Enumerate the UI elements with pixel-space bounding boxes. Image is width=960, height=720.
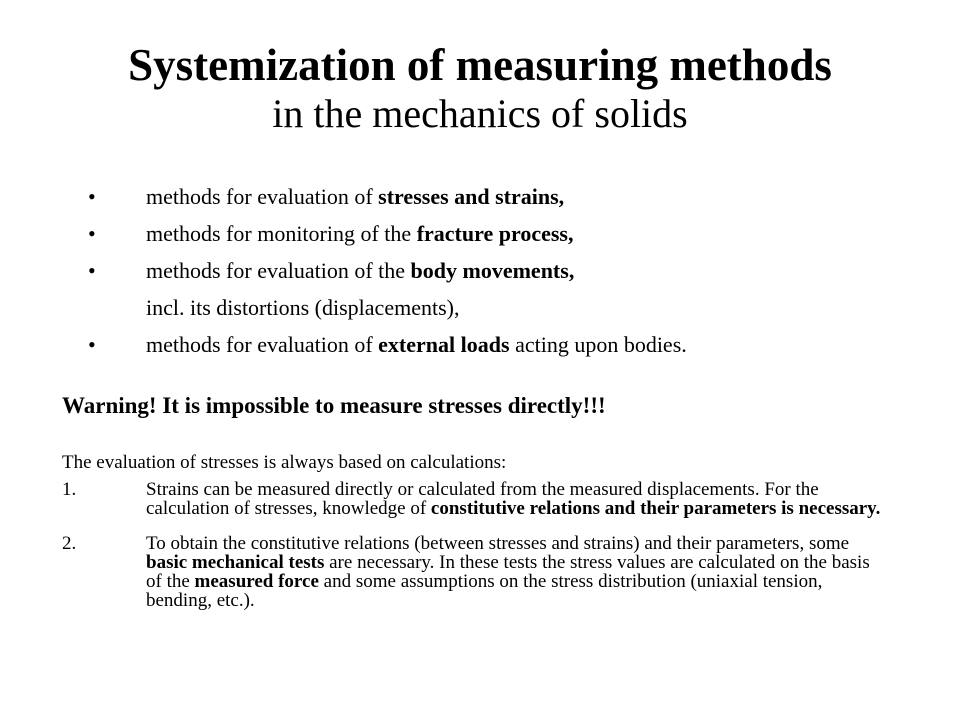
text-segment: are necessary. In these tests the stress values are calculated on the basis of the [146, 552, 870, 592]
numbered-list [62, 478, 882, 610]
bullet-text [146, 178, 564, 215]
bullet-item [88, 326, 928, 363]
warning-text: Warning! It is impossible to measure stresses directly!!! [62, 393, 606, 418]
bullet-marker: • [88, 184, 96, 209]
emphasis-text: stresses and strains, [378, 184, 565, 209]
emphasis-text: fracture process, [416, 221, 574, 246]
text-segment: Strains can be measured directly or calculated from the measured displacements. For the calculation of stresses, knowledge of [146, 479, 819, 519]
intro-text: The evaluation of stresses is always based on calculations: [62, 452, 507, 473]
bullet-text [146, 252, 574, 289]
text-segment: methods for evaluation of [146, 184, 379, 209]
bullet-marker: • [88, 221, 96, 246]
bullet-item [88, 252, 928, 289]
numbered-item [62, 478, 882, 518]
bullet-item [88, 178, 928, 215]
item-text [146, 532, 882, 610]
text-segment: To obtain the constitutive relations (between stresses and strains) and their parameters, some [146, 533, 850, 554]
bullet-item [88, 289, 928, 326]
emphasis-text: body movements, [410, 258, 575, 283]
emphasis-text: constitutive relations and their parameters is necessary. [430, 498, 881, 519]
bullet-item [88, 215, 928, 252]
emphasis-text: external loads [378, 332, 510, 357]
text-segment: acting upon bodies. [509, 332, 687, 357]
bullet-marker: • [88, 258, 96, 283]
bullet-list [88, 178, 928, 363]
text-segment: methods for evaluation of the [146, 258, 411, 283]
text-segment: methods for evaluation of [146, 332, 379, 357]
item-number: 1. [62, 479, 77, 500]
bullet-text [146, 289, 459, 326]
title-line-2: in the mechanics of solids [272, 91, 688, 137]
text-segment: and some assumptions on the stress distribution (uniaxial tension, bending, etc.). [146, 571, 823, 611]
emphasis-text: basic mechanical tests [146, 552, 325, 573]
item-text [146, 478, 882, 518]
text-segment: methods for monitoring of the [146, 221, 417, 246]
item-number: 2. [62, 533, 77, 554]
text-segment: incl. its distortions (displacements), [146, 295, 460, 320]
emphasis-text: measured force [194, 571, 319, 592]
title-line-1: Systemization of measuring methods [128, 40, 832, 90]
bullet-marker: • [88, 332, 96, 357]
numbered-item [62, 532, 882, 610]
slide-title [0, 40, 960, 137]
bullet-text [146, 326, 687, 363]
bullet-text [146, 215, 574, 252]
